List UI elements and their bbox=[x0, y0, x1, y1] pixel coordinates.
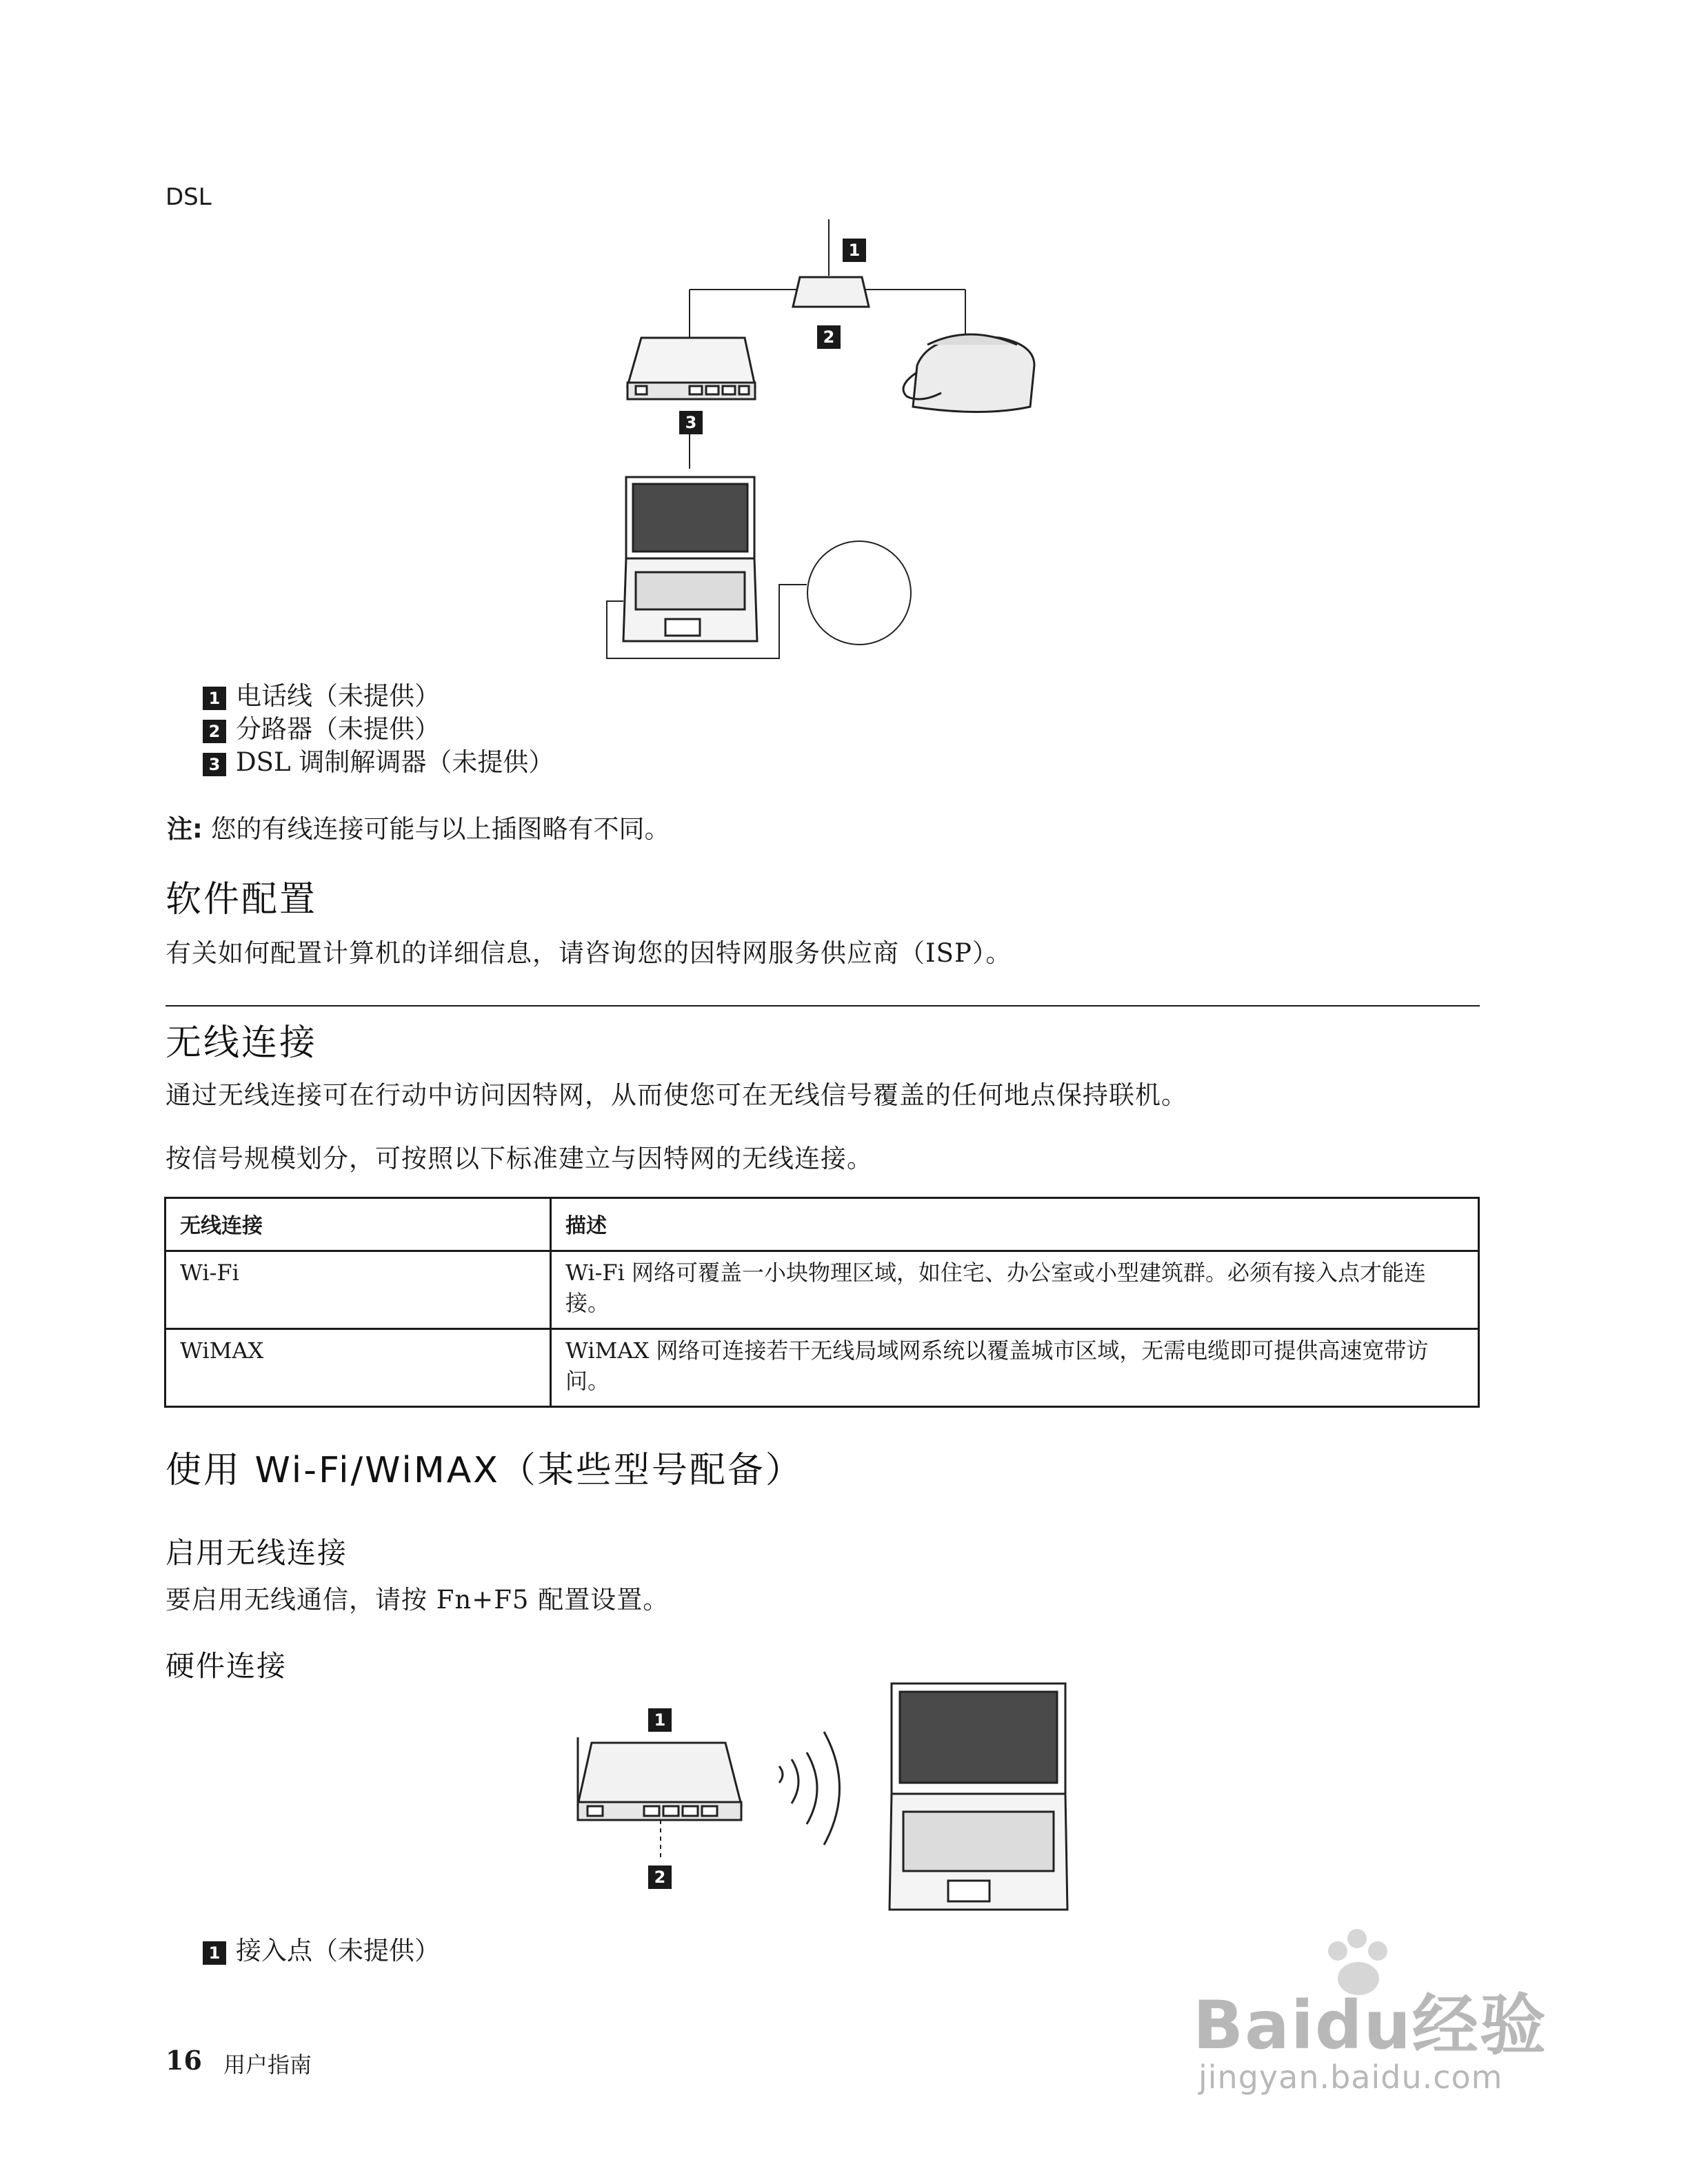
modem-device bbox=[627, 338, 755, 399]
cell-description: Wi-Fi 网络可覆盖一小块物理区域，如住宅、办公室或小型建筑群。必须有接入点才能连接。 bbox=[551, 1251, 1479, 1329]
wifi-wimax-heading: 使用 Wi-Fi/WiMAX（某些型号配备） bbox=[165, 1450, 803, 1491]
laptop-device bbox=[623, 477, 757, 641]
dsl-label: DSL bbox=[165, 183, 212, 211]
cell-name: Wi-Fi bbox=[165, 1251, 551, 1329]
legend-text: 分路器（未提供） bbox=[236, 714, 440, 744]
table-header-row bbox=[165, 1198, 1479, 1251]
enable-wireless-heading: 启用无线连接 bbox=[165, 1536, 348, 1570]
header-description: 描述 bbox=[551, 1198, 1479, 1251]
wireless-signal-icon bbox=[779, 1732, 840, 1845]
legend-text: 接入点（未提供） bbox=[236, 1936, 440, 1965]
callout-3: 3 bbox=[679, 411, 703, 434]
dsl-connection-illustration bbox=[0, 0, 1688, 689]
wireless-intro: 通过无线连接可在行动中访问因特网，从而使您可在无线信号覆盖的任何地点保持联机。 bbox=[165, 1080, 1187, 1110]
watermark bbox=[1193, 1923, 1579, 2103]
callout-2: 2 bbox=[817, 325, 841, 349]
wifi-callout-1: 1 bbox=[648, 1708, 672, 1732]
legend-item-access-point bbox=[203, 1934, 440, 1968]
section-divider bbox=[165, 1005, 1480, 1007]
wireless-standards: 按信号规模划分，可按照以下标准建立与因特网的无线连接。 bbox=[165, 1144, 873, 1173]
legend-item-phone-line bbox=[203, 680, 554, 713]
software-heading: 软件配置 bbox=[165, 879, 318, 920]
wifi-callout-2: 2 bbox=[648, 1866, 672, 1889]
table-row bbox=[165, 1329, 1479, 1407]
wireless-table bbox=[164, 1197, 1480, 1408]
legend-item-modem bbox=[203, 746, 554, 779]
footer-title: 用户指南 bbox=[223, 2052, 312, 2078]
cell-description: WiMAX 网络可连接若干无线局域网系统以覆盖城市区域，无需电缆即可提供高速宽带访问。 bbox=[551, 1329, 1479, 1407]
laptop-device bbox=[890, 1684, 1067, 1910]
note-label: 注: bbox=[167, 814, 203, 844]
note-text: 您的有线连接可能与以上插图略有不同。 bbox=[210, 814, 670, 844]
wifi-connection-illustration bbox=[0, 1655, 1688, 1930]
dsl-legend bbox=[203, 680, 554, 779]
note bbox=[167, 808, 670, 845]
header-connection: 无线连接 bbox=[165, 1198, 551, 1251]
legend-number: 2 bbox=[203, 720, 226, 743]
legend-text: 电话线（未提供） bbox=[236, 681, 440, 711]
cell-name: WiMAX bbox=[165, 1329, 551, 1407]
access-point-device bbox=[578, 1737, 741, 1820]
phone-device bbox=[903, 334, 1034, 412]
wireless-heading: 无线连接 bbox=[165, 1022, 318, 1064]
watermark-url: jingyan.baidu.com bbox=[1198, 2059, 1503, 2096]
legend-item-splitter bbox=[203, 713, 554, 746]
page-number: 16 bbox=[165, 2045, 202, 2076]
table-row bbox=[165, 1251, 1479, 1329]
legend-number: 1 bbox=[203, 687, 226, 710]
callout-1: 1 bbox=[843, 239, 866, 262]
legend-number: 3 bbox=[203, 753, 226, 776]
legend-number: 1 bbox=[203, 1941, 226, 1965]
hardware-heading: 硬件连接 bbox=[165, 1649, 288, 1683]
software-text: 有关如何配置计算机的详细信息，请咨询您的因特网服务供应商（ISP）。 bbox=[165, 938, 1012, 968]
legend-text: DSL 调制解调器（未提供） bbox=[236, 747, 554, 777]
enable-wireless-text: 要启用无线通信，请按 Fn+F5 配置设置。 bbox=[165, 1585, 670, 1615]
splitter-device bbox=[793, 277, 869, 307]
watermark-brand: Baidu经验 bbox=[1193, 1987, 1547, 2064]
